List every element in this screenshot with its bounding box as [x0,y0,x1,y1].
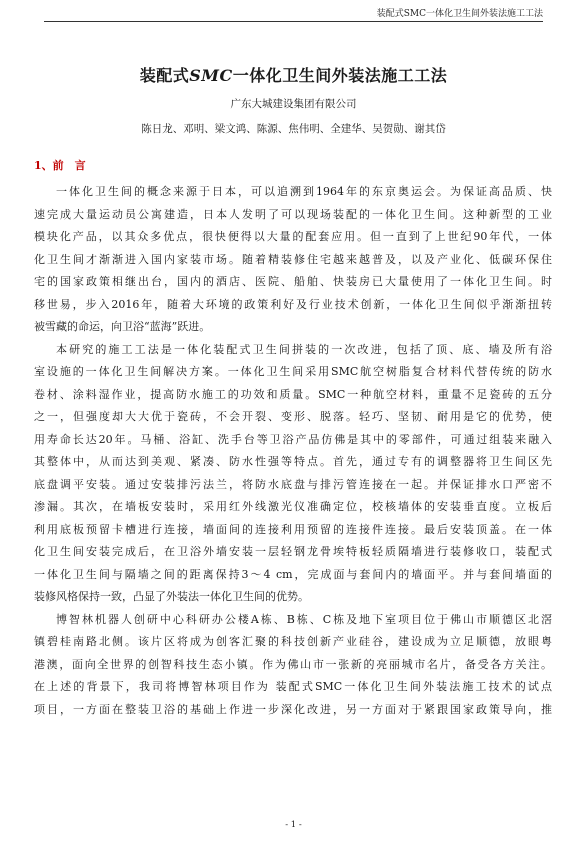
document-title [0,63,587,86]
paragraph-2-line: 渗漏。其次，在墙板安装时，采用红外线激光仪准确定位，校核墙体的安装垂直度。立板后 [34,500,552,513]
paragraph-1-line: 一体化卫生间的概念来源于日本，可以追溯到1964年的东京奥运会。为保证高品质、快 [56,185,552,198]
paragraph-2-line: 一体化卫生间与隔墙之间的距离保持3～4 cm，完成面与套间内的墙面平。并与套间墙面的 [34,567,552,581]
paragraph-1-line: 移世易，步入2016年，随着大环境的政策利好及行业技术创新，一体化卫生间似乎渐渐扭转 [34,297,552,311]
paragraph-2-line: 利用底板预留卡槽进行连接，墙面间的连接利用预留的连接件连接。最后安装顶盖。在一体 [34,522,552,536]
paragraph-2-line: 室设施的一体化卫生间解决方案。一体化卫生间采用SMC航空树脂复合材料代替传统的防水 [34,365,552,378]
title-part-2: SMC [189,66,233,85]
paragraph-1-line: 化卫生间才渐渐进入国内家装市场。随着精装修住宅越来越普及，以及产业化、低碳环保住 [34,252,552,266]
paragraph-3-line: 博智林机器人创研中心科研办公楼A栋、B栋、C栋及地下室项目位于佛山市顺德区北滘 [56,612,552,626]
paragraph-2-line: 底盘调平安装。通过安装排污法兰，将防水底盘与排污管连接在一起。并保证排水口严密不 [34,477,552,491]
paragraph-3-line: 镇碧桂南路北侧。该片区将成为创客汇聚的科技创新产业硅谷，建设成为立足顺德，放眼粤 [34,635,552,648]
header-rule [44,21,543,22]
authors: 陈日龙、邓明、梁文鸿、陈源、焦伟明、全建华、吴贺勋、谢其岱 [141,123,446,135]
paragraph-2-line: 用寿命长达20年。马桶、浴缸、洗手台等卫浴产品仿佛是其中的零部件，可通过组装来融入 [34,432,552,446]
paragraph-2-line: 本研究的施工工法是一体化装配式卫生间拼装的一次改进，包括了顶、底、墙及所有浴 [56,342,552,356]
title-part-1: 装配式 [139,66,190,85]
paragraph-1-line: 被雪藏的命运，向卫浴“蓝海”跃进。 [34,320,211,333]
paragraph-2-line: 之一，但强度却大大优于瓷砖，不会开裂、变形、脱落。轻巧、坚韧、耐用是它的优势，使 [34,410,552,423]
paragraph-1-line: 宅的国家政策相继出台，国内的酒店、医院、船舶、快装房已大量使用了一体化卫生间。时 [34,275,552,288]
paragraph-2-line: 卷材、涂料湿作业，提高防水施工的功效和质量。SMC一种航空材料，重量不足瓷砖的五分 [34,387,552,401]
section-heading: 1、前 言 [34,159,86,172]
paragraph-3-line: 港澳，面向全世界的创智科技生态小镇。作为佛山市一张新的亮丽城市名片，备受各方关注。 [34,657,552,671]
paragraph-2-line: 装修风格保持一致，凸显了外装法一体化卫生间的优势。 [34,590,309,603]
paragraph-2-line: 其整体中，从而达到美观、紧凑、防水性强等特点。首先，通过专有的调整器将卫生间区先 [34,455,552,468]
body-text [34,181,552,721]
title-part-3: 一体化卫生间外装法施工工法 [232,66,448,85]
paragraph-2-line: 化卫生间安装完成后，在卫浴外墙安装一层轻钢龙骨埃特板轻质隔墙进行装修收口，装配式 [34,545,552,558]
paragraph-1-line: 速完成大量运动员公寓建造，日本人发明了可以现场装配的一体化卫生间。这种新型的工业 [34,207,552,221]
paragraph-3-line: 在上述的背景下，我司将博智林项目作为 装配式SMC一体化卫生间外装法施工技术的试点 [34,680,552,693]
paragraph-3-line: 项目，一方面在整装卫浴的基础上作进一步深化改进，另一方面对于紧跟国家政策导向，推 [34,702,552,716]
page-number: - 1 - [285,820,302,830]
running-header: 装配式SMC一体化卫生间外装法施工工法 [376,9,543,19]
organization: 广东大城建设集团有限公司 [230,98,357,110]
paragraph-1-line: 模块化产品，以其众多优点，很快便得以大量的配套应用。但一直到了上世纪90年代，一体 [34,230,552,243]
